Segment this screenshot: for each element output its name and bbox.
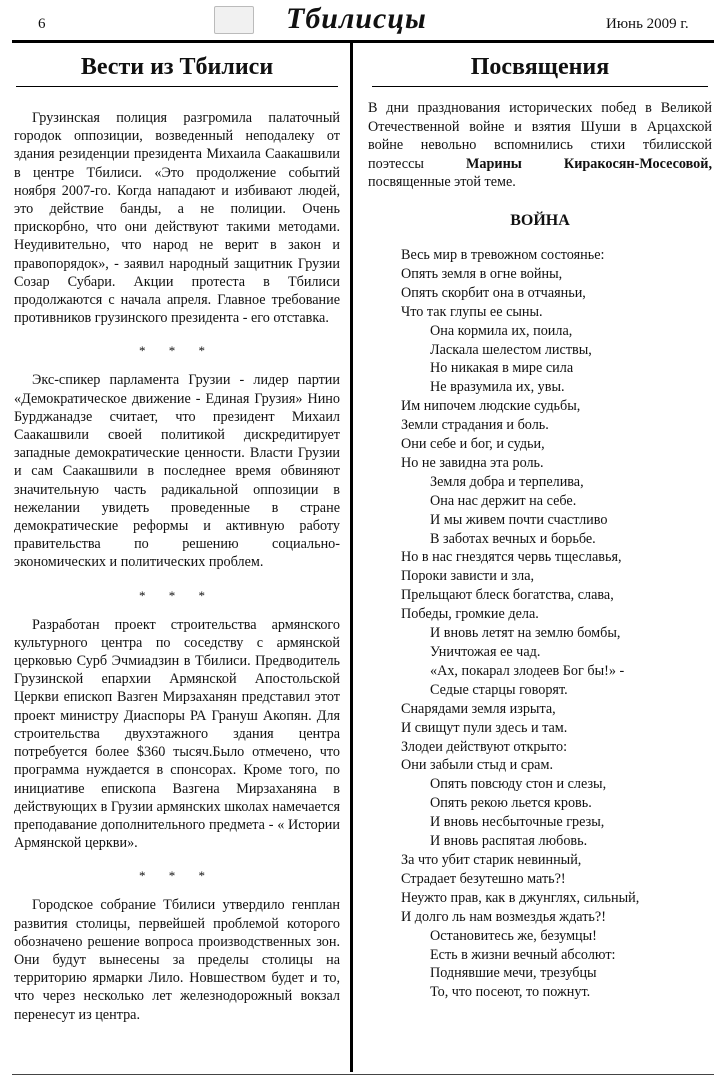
section-title-dedications: Посвящения (470, 54, 610, 80)
poem-line: То, что посеют, то пожнут. (430, 984, 591, 1001)
poem-line: Победы, громкие дела. (401, 606, 539, 623)
poem-line: За что убит старик невинный, (401, 851, 582, 868)
poem-line: Опять рекою льется кровь. (430, 795, 592, 812)
dedication-column (368, 44, 712, 1002)
poem-line: Весь мир в тревожном состоянье: (401, 246, 605, 263)
article-separator: * * * (139, 343, 215, 359)
poem-line: Страдает безутешно мать?! (401, 870, 566, 887)
poem-line: Им нипочем людские судьбы, (401, 398, 581, 415)
poem-line: Уничтожая ее чад. (430, 644, 541, 660)
news-article: Грузинская полиция разгромила палаточный городок оппозиции, возведенный неподалеку от здания резиденции президента Михаила Саакашвили в центре Тбилиси. «Это продолжение событий ноября 2007-го. Когда нападают и избивают людей, это действие банды, а не полиции. Очень прискорбно, что они действуют такими методами. Неудивительно, что народ не верит в закон и правопорядок», - заявил народный защитник Грузии Созар Субари. Акции протеста в Тбилиси продолжаются с начала апреля. Главное требование противников грузинского президента - его отставка. (14, 110, 340, 327)
poem-line: Земли страдания и боль. (401, 417, 549, 434)
poem-line: Есть в жизни вечный абсолют: (430, 946, 616, 963)
poem-line: Прельщают блеск богатства, слава, (401, 587, 614, 604)
news-column (12, 44, 342, 1024)
section-title-news: Вести из Тбилиси (80, 54, 274, 80)
intro-text: В дни празднования исторических побед в Великой Отечественной войне и взятия Шуши в Арцахской войне невольно вспомнились стихи тбилисской поэтессы (368, 100, 712, 172)
poet-name: Марины Киракосян-Мосесовой, (466, 155, 712, 172)
poem-line: И вновь распятая любовь. (430, 833, 588, 850)
poem (368, 246, 712, 1002)
poem-line: Неужто прав, как в джунглях, сильный, (401, 889, 640, 906)
news-article: Разработан проект строительства армянского культурного центра по соседству с армянской церковью Сурб Эчмиадзин в Тбилиси. Предводитель Грузинской епархии Армянской Апостольской Церкви епископ Вазген Мирзаханян представил этот проект министру Диаспоры РА Грануш Акопян. Для строительства двухэтажного здания центра потребуется более $360 тысяч.Было отмечено, что программа нуждается в спонсорах. Кроме того, по инициативе епископа Вазгена Мирзаханяна в действующих в Грузии армянских школах намечается преподавание дополнительного предмета - « Истории Армянской церкви». (14, 616, 341, 852)
poem-line: Опять земля в огне войны, (401, 265, 563, 282)
poem-line: Она кормила их, поила, (430, 322, 573, 339)
poem-line: И вновь несбыточные грезы, (430, 814, 605, 831)
article-separator: * * * (139, 868, 215, 884)
poem-line: Опять скорбит она в отчаяньи, (401, 284, 586, 301)
poem-line: Ласкала шелестом листвы, (430, 341, 592, 358)
poem-line: Но не завидна эта роль. (401, 454, 544, 471)
poem-line: Земля добра и терпелива, (430, 473, 584, 490)
logo-icon (214, 6, 254, 34)
poem-line: Злодеи действуют открыто: (401, 738, 568, 755)
poem-line: Но в нас гнездятся червь тщеславья, (401, 549, 622, 566)
poem-line: Что так глупы ее сыны. (401, 303, 543, 320)
poem-line: «Ах, покарал злодеев Бог бы!» - (430, 662, 625, 679)
intro-text-end: посвященные этой теме. (368, 174, 516, 191)
poem-line: Опять повсюду стон и слезы, (430, 776, 607, 793)
poem-title: ВОЙНА (510, 211, 570, 229)
news-article: Городское собрание Тбилиси утвердило генплан развития столицы, первейшей проблемой которого обозначено решение вопроса производственных зон. Они будут вынесены за пределы столицы на территорию ярмарки Лило. Новшеством будет и то, что через несколько лет железнодорожный вокзал перенесут из центра. (14, 897, 340, 1023)
news-article: Экс-спикер парламента Грузии - лидер партии «Демократическое движение - Единая Грузия» Нино Бурджанадзе считает, что президент Михаил Саакашвили своей политикой дискредитирует западные демократические ценности. Власти Грузии и сам Саакашвили в последнее время обвиняют значительную часть радикальной оппозиции в нежелании увидеть проведенные в стране демократические реформы и активную работу правительства по решению социально-экономических и политических проблем. (14, 372, 340, 571)
header-rule (12, 40, 714, 43)
issue-date: Июнь 2009 г. (606, 16, 689, 32)
column-divider (350, 42, 353, 1072)
poem-line: Она нас держит на себе. (430, 492, 577, 509)
intro-paragraph (368, 99, 712, 192)
poem-line: Пороки зависти и зла, (401, 568, 535, 585)
title-underline (372, 86, 708, 87)
poem-line: Они забыли стыд и срам. (401, 757, 553, 774)
article-separator: * * * (139, 587, 215, 603)
poem-line: Они себе и бог, и судьи, (401, 436, 545, 453)
poem-line: Седые старцы говорят. (430, 681, 568, 698)
masthead: Тбилисцы (286, 2, 427, 35)
poem-line: В заботах вечных и борьбе. (430, 530, 596, 547)
page-number: 6 (38, 16, 46, 32)
poem-line: Не вразумила их, увы. (430, 379, 565, 396)
poem-line: Поднявшие мечи, трезубцы (430, 965, 597, 982)
poem-line: И вновь летят на землю бомбы, (430, 625, 621, 642)
footer-rule (12, 1074, 714, 1075)
poem-line: И долго ль нам возмездья ждать?! (401, 908, 606, 925)
poem-line: Остановитесь же, безумцы! (430, 927, 597, 944)
poem-line: Снарядами земля изрыта, (401, 700, 556, 717)
poem-line: Но никакая в мире сила (430, 360, 574, 377)
poem-line: И свищут пули здесь и там. (401, 719, 568, 736)
poem-line: И мы живем почти счастливо (430, 511, 608, 528)
